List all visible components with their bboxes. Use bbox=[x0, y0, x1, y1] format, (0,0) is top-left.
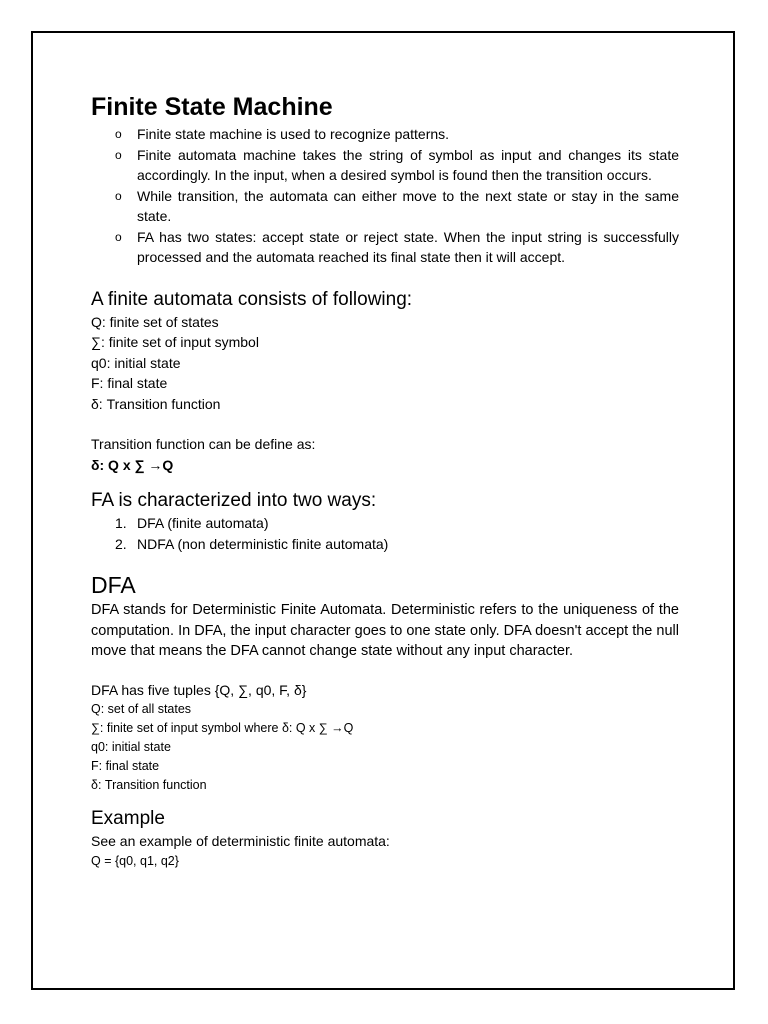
list-item: 1. DFA (finite automata) bbox=[115, 515, 269, 531]
bullet-marker: o bbox=[115, 229, 122, 244]
transition-formula: δ: Q x ∑ →Q bbox=[91, 456, 174, 473]
fsm-bullet-list bbox=[91, 124, 679, 268]
document-body bbox=[91, 90, 679, 871]
list-item: q0: initial state bbox=[91, 354, 181, 371]
list-item: F: final state bbox=[91, 375, 168, 391]
transition-intro: Transition function can be define as: bbox=[91, 436, 316, 452]
ways-list bbox=[91, 513, 679, 554]
characterized-heading: FA is characterized into two ways: bbox=[91, 490, 377, 511]
dfa-paragraph: DFA stands for Deterministic Finite Automata. Deterministic refers to the uniqueness of the computation. In DFA, the input character goes to one state only. DFA doesn't accept the null move that means the DFA cannot change state without any input character. bbox=[91, 602, 679, 659]
bullet-marker: o bbox=[115, 127, 122, 141]
example-intro: See an example of deterministic finite automata: bbox=[91, 833, 390, 849]
list-item: o Finite state machine is used to recognize patterns. bbox=[91, 124, 679, 145]
list-item: δ: Transition function bbox=[91, 395, 221, 412]
page-title: Finite State Machine bbox=[91, 93, 333, 121]
list-item: Q: finite set of states bbox=[91, 313, 219, 330]
list-item: δ: Transition function bbox=[91, 778, 207, 792]
bullet-marker: o bbox=[115, 147, 122, 162]
list-item: o Finite automata machine takes the string of symbol as input and changes its state accordingly. In the input, when a desired symbol is found then the transition occurs. bbox=[115, 146, 679, 183]
bullet-marker: o bbox=[115, 188, 122, 203]
list-item: 2. NDFA (non deterministic finite automata) bbox=[115, 535, 389, 552]
list-item: F: final state bbox=[91, 759, 160, 773]
tuples-list bbox=[91, 700, 679, 795]
example-heading: Example bbox=[91, 808, 165, 829]
dfa-heading: DFA bbox=[91, 572, 136, 598]
list-item: Q: set of all states bbox=[91, 702, 192, 716]
list-item: ∑: finite set of input symbol where δ: Q x ∑ →Q bbox=[91, 721, 354, 735]
list-item: o FA has two states: accept state or reject state. When the input string is successfully processed and the automata reached its final state then it will accept. bbox=[115, 228, 679, 265]
list-item: o While transition, the automata can either move to the next state or stay in the same state. bbox=[115, 187, 679, 224]
components-heading: A finite automata consists of following: bbox=[91, 288, 413, 310]
example-set: Q = {q0, q1, q2} bbox=[91, 853, 179, 868]
list-item: q0: initial state bbox=[91, 740, 171, 754]
tuples-intro: DFA has five tuples {Q, ∑, q0, F, δ} bbox=[91, 681, 307, 698]
components-list bbox=[91, 312, 679, 415]
list-item: ∑: finite set of input symbol bbox=[91, 334, 259, 350]
